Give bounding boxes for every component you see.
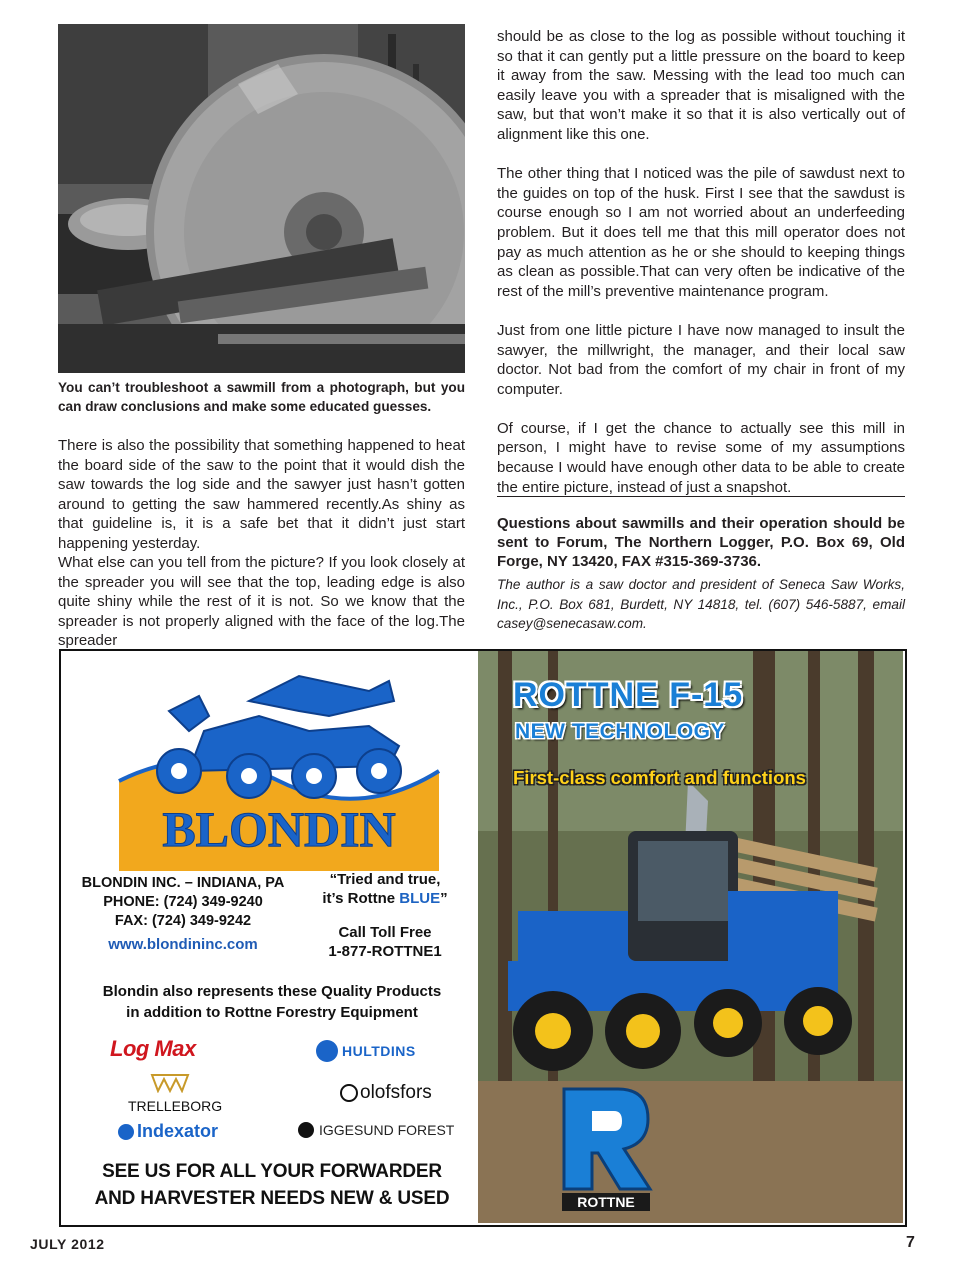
blondin-contact [78, 874, 288, 954]
forum-contact-note: Questions about sawmills and their operation should be sent to Forum, The Northern Logger, P.O. Box 69, Old Forge, NY 13420, FAX #315-369-3736. [497, 515, 905, 571]
right-paragraph-3: Just from one little picture I have now managed to insult the sawyer, the millwright, the manager, and their local saw doctor. Not bad from the comfort of my chair in front of my computer. [497, 321, 905, 398]
blondin-fax: FAX: (724) 349-9242 [114, 913, 252, 929]
slogan-line-1: “Tried and true, [329, 871, 441, 888]
blondin-slogan [300, 870, 470, 908]
slogan-blue-word: BLUE [399, 890, 441, 907]
page-number: 7 [906, 1234, 915, 1251]
indexator-logo-group [118, 1121, 218, 1142]
cta-line-2: AND HARVESTER NEEDS NEW & USED [94, 1188, 450, 1209]
right-column [497, 27, 905, 517]
author-bio: The author is a saw doctor and president of Seneca Saw Works, Inc., P.O. Box 681, Burdett, NY 14818, tel. (607) 546-5887, email casey@senecasaw.com. [497, 577, 905, 632]
slogan-close-quote: ” [440, 890, 448, 907]
sawmill-photo [58, 24, 465, 373]
photo-caption: You can’t troubleshoot a sawmill from a photograph, but you can draw conclusions and make some educated guesses. [58, 380, 465, 414]
left-paragraph-2: What else can you tell from the picture? If you look closely at the spreader you will see that the top, leading edge is also quite shiny while the rest of it is not. So we know that the spreader is not properly aligned with the face of the log.The spreader [58, 554, 465, 650]
iggesund-logo-group [298, 1122, 454, 1138]
toll-free-label: Call Toll Free [338, 924, 432, 941]
rottne-r-emblem [556, 1083, 656, 1213]
hultdins-logo-group [316, 1040, 416, 1062]
toll-free-number: 1-877-ROTTNE1 [328, 943, 442, 960]
olofsfors-logo: olofsfors [360, 1082, 432, 1103]
blondin-website-link[interactable]: www.blondininc.com [108, 936, 258, 953]
blondin-call-to-action [70, 1158, 474, 1212]
indexator-icon [118, 1124, 134, 1140]
logmax-logo: Log Max [110, 1036, 196, 1061]
iggesund-logo: IGGESUND FOREST [319, 1122, 455, 1138]
rottne-logo-text: ROTTNE [577, 1194, 635, 1210]
indexator-logo: Indexator [137, 1121, 219, 1141]
rottne-ad-title: ROTTNE F-15 [513, 676, 744, 714]
hultdins-icon [316, 1040, 338, 1062]
sawmill-blade-illustration [58, 24, 465, 373]
section-divider [497, 496, 905, 497]
trelleborg-icon [150, 1073, 190, 1093]
blondin-phone: PHONE: (724) 349-9240 [103, 894, 263, 910]
right-paragraph-2: The other thing that I noticed was the pile of sawdust next to the guides on top of the husk. First I see that the sawdust is course enough so I am not worried about an underfeeding problem. But it does tell me that this mill operator does not pay as much attention as he or she should to keeping things as clean as possible.That can very often be indicative of the rest of the mill’s preventive maintenance program. [497, 165, 905, 300]
iggesund-icon [298, 1122, 314, 1138]
represents-line-2: in addition to Rottne Forestry Equipment [126, 1004, 418, 1021]
issue-date: JULY 2012 [30, 1236, 105, 1252]
rottne-logo [556, 1083, 656, 1213]
blondin-toll-free [300, 923, 470, 961]
blondin-company: BLONDIN INC. – INDIANA, PA [81, 875, 285, 891]
olofsfors-icon [340, 1084, 358, 1102]
olofsfors-logo-group [340, 1082, 432, 1104]
right-paragraph-1: should be as close to the log as possible without touching it so that it can gently put a little pressure on the board to keep it away from the saw. Messing with the lead too much can easily leave you with a spreader that is misaligned with the saw, but that won’t make it so that it is also vertically out of alignment like this one. [497, 28, 905, 143]
left-paragraph-1: There is also the possibility that something happened to heat the board side of the saw to the point that it would dish the saw towards the log side and the sawyer just hasn’t gotten around to getting the saw hammered recently.As shiny as that guideline is, it is a safe bet that it didn’t just start happening yesterday. [58, 437, 465, 552]
slogan-line-2 [300, 889, 470, 908]
trelleborg-logo: TRELLEBORG [128, 1098, 223, 1114]
represents-line-1: Blondin also represents these Quality Products [102, 983, 442, 1000]
rottne-ad-tagline: First-class comfort and functions [513, 767, 806, 788]
hultdins-logo: HULTDINS [342, 1043, 416, 1059]
trelleborg-logo-group [128, 1073, 223, 1114]
right-paragraph-4: Of course, if I get the chance to actually see this mill in person, I might have to revise some of my assumptions because I would have enough other data to be able to create the entire picture, instead of just a snapshot. [497, 419, 905, 496]
blondin-logo-text: BLONDIN [162, 801, 396, 857]
cta-line-1: SEE US FOR ALL YOUR FORWARDER [102, 1161, 442, 1182]
blondin-represents [70, 981, 474, 1023]
slogan-text: it’s Rottne [322, 890, 400, 907]
rottne-ad-subtitle: NEW TECHNOLOGY [515, 720, 725, 743]
blondin-logo [109, 671, 449, 871]
